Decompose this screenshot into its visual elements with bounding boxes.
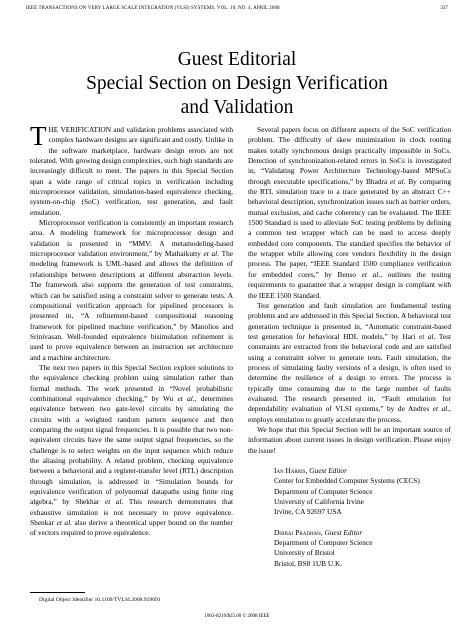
affiliation-line: Center for Embedded Computer Systems (CECS) [274, 476, 420, 486]
paragraph-text: The modeling framework is UML-based and allows the definition of relationships between descriptions at different abstraction levels. The framework also supports the generation of test constraints, which can be satisfied using a constraint solver to generate tests. A compositional verification approach for pipelined processors is presented in, “A refinement-based compositional reasoning framework for pipelined machine verification,” by Manolios and Srinivasan. Well-founded equivalence bisimulation refinement is used to prove equivalence between an instruction set architecture and a machine architecture. [30, 249, 233, 362]
et-al: et al. [361, 269, 381, 279]
affiliation-line: Irvine, CA 92697 USA [274, 507, 342, 517]
paragraph-text: This research demonstrates that exhaustive simulation is not necessary to prove equivalence. Shenkar [30, 497, 234, 528]
doi-footnote: Digital Object Identifier 10.1109/TVLSI.2008.919691 [39, 597, 161, 603]
paragraph-text: By comparing the RTL simulation trace to a trace generated by an abstract C++ behavioral description, synchronization issues such as barrier orders, mutual exclusion, and cache coherency can be evaluated. The IEEE 1500 Standard is used to alleviate SoC testing problems by defining a common test wrapper which can be used to access deeply embedded core components. The standard specifies the behavior of the wrapper while allowing core vendors flexibility in the design process. The paper, “IEEE Standard 1500 compliance verification for embedded cores,” by Benso [248, 176, 451, 279]
paragraph-text: , determines equivalence between two gate-level circuits by simulating the circuits with a weighted random pattern sequence and then comparing the output signal frequencies. It is possible that two non-equivalent circuits have the same output signal frequencies, so the challenge is to select weights on the input sequence which reduce the aliasing probability. A related problem, checking equivalence between a behavioral and a register-transfer level (RTL) description through simulation, is addressed in “Simulation bounds for equivalence verification of polynomial datapaths using finite ring algebra,” by Shekhar [30, 393, 233, 507]
paragraph [30, 363, 233, 539]
signature-block [274, 466, 451, 569]
et-al: et al. [104, 497, 124, 507]
affiliation-line: University of California Irvine [274, 497, 364, 507]
right-column [248, 125, 451, 579]
paragraph [248, 125, 451, 301]
affiliation-line: Department of Computer Science [274, 486, 373, 496]
editor-role: Guest Editor [324, 527, 363, 537]
paragraph-text: Test constraints are extracted from the behavioral code and are satisfied using a constraint solver to generate tests. Fault simulation, the process of simulating faulty versions of a design, is often used to determine the resilience of a design to errors. The process is typically time consuming due to the large number of faults evaluated. The research presented in, “Fault emulation for dependability evaluation of VLSI systems,” by de Andres [248, 331, 451, 414]
drop-cap: T [30, 121, 47, 151]
editor-name: Dhiraj Pradhan [274, 527, 321, 537]
article-title [0, 48, 474, 120]
journal-header: IEEE TRANSACTIONS ON VERY LARGE SCALE INTEGRATION (VLSI) SYSTEMS, VOL. 16, NO. 4, APRIL 2008 [26, 6, 280, 11]
signature-name-line: Ian Harris, Guest Editor [274, 466, 347, 475]
paragraph-text: also derive a theoretical upper bound on the number of vectors required to prove equivalence. [30, 518, 234, 538]
title-line-2: Special Section on Design Verification [86, 73, 388, 94]
paragraph-text: HE VERIFICATION and validation problems associated with complex hardware designs are significant and costly. Unlike in the software marketplace, hardware design errors are not tolerated. With growing design complexities, such high standards are increasingly difficult to meet. The papers in this Special Section span a wide range of critical topics in verification including microprocessor validation, simulation-based equivalence checking, system-on-chip (SoC) verification, test generation, and fault emulation. [30, 125, 233, 217]
paragraph-text: , outlines the testing requirements to guarantee that a wrapper design is compliant with the IEEE 1500 Standard. [248, 269, 452, 300]
paragraph: We hope that this Special Section will be an important source of information about current issues in design verification. Please enjoy the issue! [248, 424, 451, 455]
paragraph-text: , employs emulation to greatly accelerate the process. [248, 404, 451, 424]
et-al: et al. [177, 393, 195, 403]
editor-name: Ian Harris [274, 466, 306, 475]
paragraph [248, 301, 451, 425]
et-al: et al. [203, 249, 220, 259]
left-column [30, 121, 234, 539]
copyright-footer: 1063-8210/$25.00 © 2008 IEEE [204, 614, 270, 619]
editor-role: Guest Editor [309, 466, 347, 475]
paragraph-text: The next two papers in this Special Section explore solutions to the equivalence checking problem using simulation rather than formal methods. The work presented in “Novel probabilistic combinational equivalence checking,” by Wu [30, 362, 233, 403]
et-al: et al. [56, 518, 72, 528]
running-head [26, 6, 448, 11]
paragraph [30, 121, 233, 218]
affiliation-line: University of Bristol [274, 548, 335, 558]
signature-pradhan [274, 528, 451, 569]
title-line-1: Guest Editorial [177, 49, 297, 70]
paragraph [30, 218, 233, 363]
et-al: et al. [432, 404, 450, 414]
title-line-3: and Validation [180, 97, 294, 118]
affiliation-line: Bristol, BS8 1UB U.K. [274, 558, 343, 568]
signature-harris [274, 466, 451, 518]
affiliation-line: Department of Computer Science [274, 538, 373, 548]
paragraph-text: Microprocessor verification is consistently an important research area. A modeling framework for microprocessor design and validation is presented in “MMV: A metamodeling-based microprocessor validation environment,” by Mathaikutty [30, 218, 233, 259]
footnote-divider [30, 592, 85, 593]
paragraph-text: Several papers focus on different aspects of the SoC verification problem. The difficulty of skew minimization in clock routing makes totally synchronous design practically impossible in SoCs. Detection of synchronization-related errors in SoCs is investigated in, “Validating Power Architecture Technology-based MPSoCs through executable specifications,” by Bhadra [248, 125, 451, 186]
paragraph-text: Test generation and fault simulation are fundamental testing problems and are addressed in this Special Section. A behavioral test generation technique is presented in, “Automatic constraint-based test generation for behavioral HDL models,” by Hari [248, 300, 451, 341]
et-al: et al. [418, 331, 436, 341]
et-al: et al. [389, 176, 406, 186]
signature-name-line: Dhiraj Pradhan, Guest Editor [274, 527, 363, 537]
page-number: 337 [440, 6, 448, 11]
